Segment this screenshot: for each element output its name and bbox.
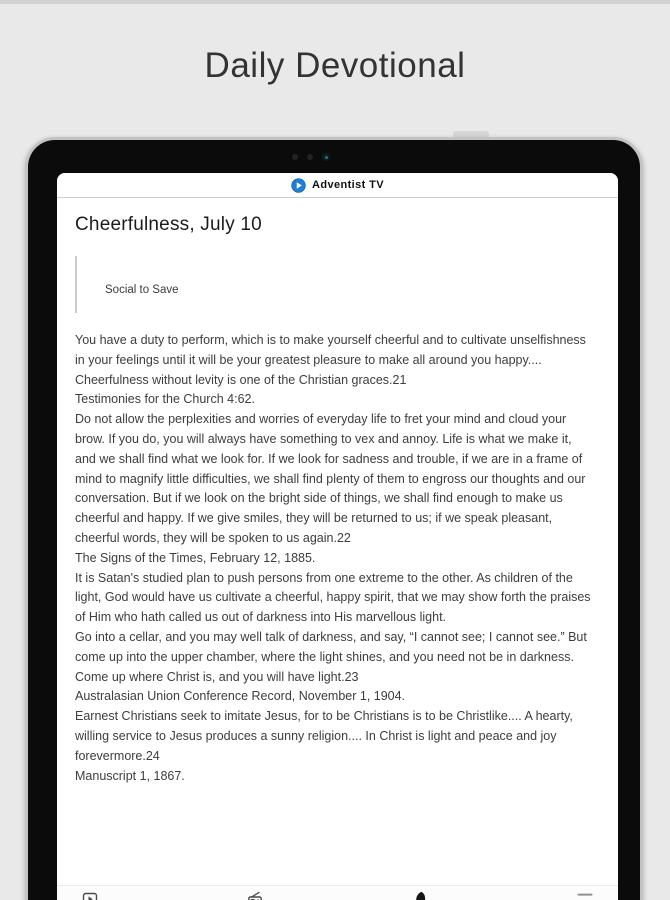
article-paragraph: Do not allow the perplexities and worries of everyday life to fret your mind and cloud your brow. If you do, you will always have something to vex and annoy. Life is what we make it, and we shall find what we look for. If we look for sadness and trouble, if we are in a frame of mind to magnify little difficulties, we shall find plenty of them to engross our thoughts and our conversation. But if we look on the bright side of things, we shall find enough to make us cheerful and happy. If we give smiles, they will be returned to us; if we speak pleasant, cheerful words, they will be spoken to us again.22: [75, 412, 586, 545]
adventist-tv-logo-icon: [291, 178, 306, 193]
article-body: [75, 331, 594, 786]
more-icon: [577, 891, 593, 900]
bottom-nav: [57, 885, 618, 900]
sensor-dot-icon: [292, 154, 298, 160]
article-quote-block: [75, 256, 592, 313]
article-paragraph: Testimonies for the Church 4:62.: [75, 392, 255, 407]
article-paragraph: Manuscript 1, 1867.: [75, 768, 185, 783]
camera-lens-icon: [322, 153, 330, 161]
nav-item-radio[interactable]: [246, 891, 264, 900]
app-brand: Adventist TV: [311, 179, 385, 191]
nav-item-videos[interactable]: [81, 891, 99, 900]
article-paragraph: You have a duty to perform, which is to make yourself cheerful and to cultivate unselfishness in your feelings until it will be your greatest pleasure to make all around you happy....: [75, 333, 586, 367]
sensor-dot-icon: [307, 154, 313, 160]
app-bar: [57, 173, 618, 198]
article-quote-text: Social to Save: [105, 284, 179, 296]
article-paragraph: Cheerfulness without levity is one of the Christian graces.21: [75, 372, 407, 387]
page-title: Daily Devotional: [204, 46, 466, 85]
front-camera: [292, 153, 330, 161]
nav-item-more[interactable]: [576, 891, 594, 900]
article-paragraph: The Signs of the Times, February 12, 1885.: [75, 550, 316, 565]
tablet-frame: [25, 137, 643, 900]
devotional-article: [57, 198, 618, 786]
article-paragraph: Australasian Union Conference Record, November 1, 1904.: [75, 689, 406, 704]
video-play-icon: [82, 891, 98, 900]
article-paragraph: It is Satan's studied plan to push persons from one extreme to the other. As children of the light, God would have us cultivate a cheerful, happy spirit, that we may show forth the praises of Him who hath called us out of darkness into His marvellous light.: [75, 570, 591, 625]
top-strip: [0, 0, 670, 4]
nav-item-devotional[interactable]: [411, 891, 429, 900]
article-paragraph: Earnest Christians seek to imitate Jesus, for to be Christians is to be Christlike.... A hearty, willing service to Jesus produces a sunny religion.... In Christ is light and peace and joy forevermore.24: [75, 709, 573, 763]
radio-icon: [247, 891, 263, 900]
article-heading: Cheerfulness, July 10: [75, 214, 262, 235]
devotional-icon: [412, 891, 428, 900]
article-paragraph: Go into a cellar, and you may well talk of darkness, and say, “I cannot see; I cannot see.” But come up into the upper chamber, where the light shines, and you need not be in darkness. Come up where Christ is, and you will have light.23: [75, 629, 587, 684]
tablet-screen: [57, 173, 618, 900]
